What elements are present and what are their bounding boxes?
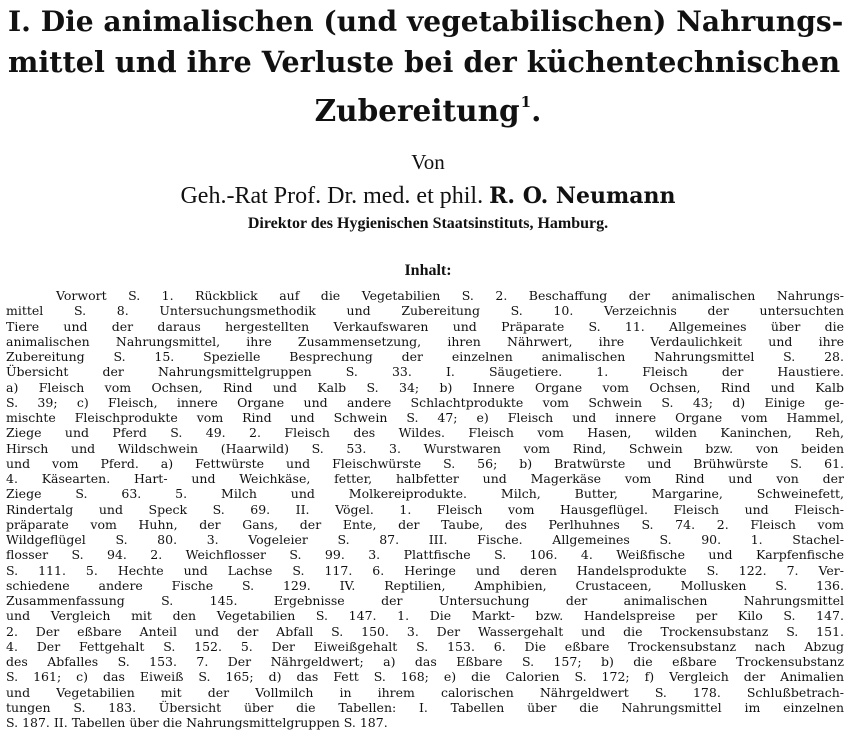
contents-line: Zubereitung S. 15. Spezielle Besprechung der einzelnen animalischen Nahrungsmittel S. 28.: [6, 349, 844, 364]
article-title-line-1: I. Die animalischen (und vegetabilischen) Nahrungs-: [8, 5, 844, 38]
contents-line: Rindertalg und Speck S. 69. II. Vögel. 1. Fleisch vom Hausgeflügel. Fleisch und Fleisch-: [6, 501, 844, 517]
contents-line: 2. Der eßbare Anteil und der Abfall S. 150. 3. Der Wassergehalt und die Trockensubstanz S. 151.: [6, 623, 844, 639]
contents-line: präparate vom Huhn, der Gans, der Ente, der Taube, des Perlhuhnes S. 74. 2. Fleisch vom: [6, 516, 844, 532]
contents-block: [6, 288, 844, 730]
contents-line: schiedene andere Fische S. 129. IV. Reptilien, Amphibien, Crustaceen, Mollusken S. 136.: [6, 577, 844, 593]
contents-line: a) Fleisch vom Ochsen, Rind und Kalb S. 34; b) Innere Organe vom Ochsen, Rind und Kalb: [6, 379, 844, 395]
contents-line: und Vegetabilien mit der Vollmilch in ihrem calorischen Nährgeldwert S. 178. Schlußbetrach-: [6, 684, 844, 700]
contents-line: Tiere und der daraus hergestellten Verkaufswaren und Präparate S. 11. Allgemeines über die: [6, 318, 844, 334]
contents-heading: Inhalt:: [404, 262, 452, 279]
contents-line: Ziege S. 63. 5. Milch und Molkereiprodukte. Milch, Butter, Margarine, Schweinefett,: [6, 486, 844, 502]
author-line: [0, 183, 856, 210]
contents-line: 4. Käsearten. Hart- und Weichkäse, fetter, halbfetter und Magerkäse vom Rind und von der: [6, 471, 844, 486]
article-title-line-3: [0, 82, 856, 131]
contents-line: Zusammenfassung S. 145. Ergebnisse der Untersuchung der animalischen Nahrungsmittel: [6, 593, 844, 608]
article-title-line-2: mittel und ihre Verluste bei der küchentechnischen: [8, 45, 841, 79]
author-titles: Geh.-Rat Prof. Dr. med. et phil.: [180, 183, 484, 209]
contents-line: Übersicht der Nahrungsmittelgruppen S. 33. I. Säugetiere. 1. Fleisch der Haustiere.: [6, 364, 844, 380]
contents-line: mittel S. 8. Untersuchungsmethodik und Zubereitung S. 10. Verzeichnis der untersuchten: [6, 303, 844, 319]
contents-line: des Abfalles S. 153. 7. Der Nährgeldwert; a) das Eßbare S. 157; b) die eßbare Trockensubstanz: [6, 654, 844, 669]
contents-line: flosser S. 94. 2. Weichflosser S. 99. 3. Plattfische S. 106. 4. Weißfische und Karpfenfische: [6, 547, 844, 563]
byline-von: Von: [411, 150, 445, 174]
contents-line: tungen S. 183. Übersicht über die Tabellen: I. Tabellen über die Nahrungsmittel im einzelnen: [6, 699, 844, 715]
contents-line: animalischen Nahrungsmittel, ihre Zusammensetzung, ihren Nährwert, ihre Verdaulichkeit und ihre: [6, 333, 844, 349]
article-title-end: .: [531, 93, 542, 128]
article-title-text: Zubereitung: [314, 93, 520, 128]
contents-line: Hirsch und Wildschwein (Haarwild) S. 53. 3. Wurstwaren vom Rind, Schwein bzw. von beiden: [6, 440, 844, 456]
contents-line: und vom Pferd. a) Fettwürste und Fleischwürste S. 56; b) Bratwürste und Brühwürste S. 61.: [6, 455, 844, 471]
contents-line: S. 161; c) das Eiweiß S. 165; d) das Fett S. 168; e) die Calorien S. 172; f) Vergleich der Animalien: [6, 669, 844, 685]
contents-line: S. 39; c) Fleisch, innere Organe und andere Schlachtprodukte vom Schwein S. 43; d) Einige ge-: [6, 394, 844, 410]
author-name: R. O. Neumann: [489, 183, 676, 209]
contents-line: Vorwort S. 1. Rückblick auf die Vegetabilien S. 2. Beschaffung der animalischen Nahrungs-: [56, 288, 844, 303]
footnote-marker[interactable]: 1: [520, 93, 532, 111]
contents-line: und Vergleich mit den Vegetabilien S. 147. 1. Die Markt- bzw. Handelspreise per Kilo S. 147.: [6, 608, 844, 624]
contents-line: S. 111. 5. Hechte und Lachse S. 117. 6. Heringe und deren Handelsprodukte S. 122. 7. Ver-: [6, 562, 844, 578]
contents-line: mischte Fleischprodukte vom Rind und Schwein S. 47; e) Fleisch und innere Organe vom Hammel,: [6, 410, 844, 425]
contents-line: 4. Der Fettgehalt S. 152. 5. Der Eiweißgehalt S. 153. 6. Die eßbare Trockensubstanz nach Abzug: [6, 638, 844, 654]
contents-line: Wildgeflügel S. 80. 3. Vogeleier S. 87. III. Fische. Allgemeines S. 90. 1. Stachel-: [6, 532, 844, 547]
contents-line: Ziege und Pferd S. 49. 2. Fleisch des Wildes. Fleisch vom Hasen, wilden Kaninchen, Reh,: [6, 425, 844, 441]
contents-line: S. 187. II. Tabellen über die Nahrungsmittelgruppen S. 187.: [6, 715, 388, 730]
author-affiliation: Direktor des Hygienischen Staatsinstituts, Hamburg.: [247, 215, 609, 232]
